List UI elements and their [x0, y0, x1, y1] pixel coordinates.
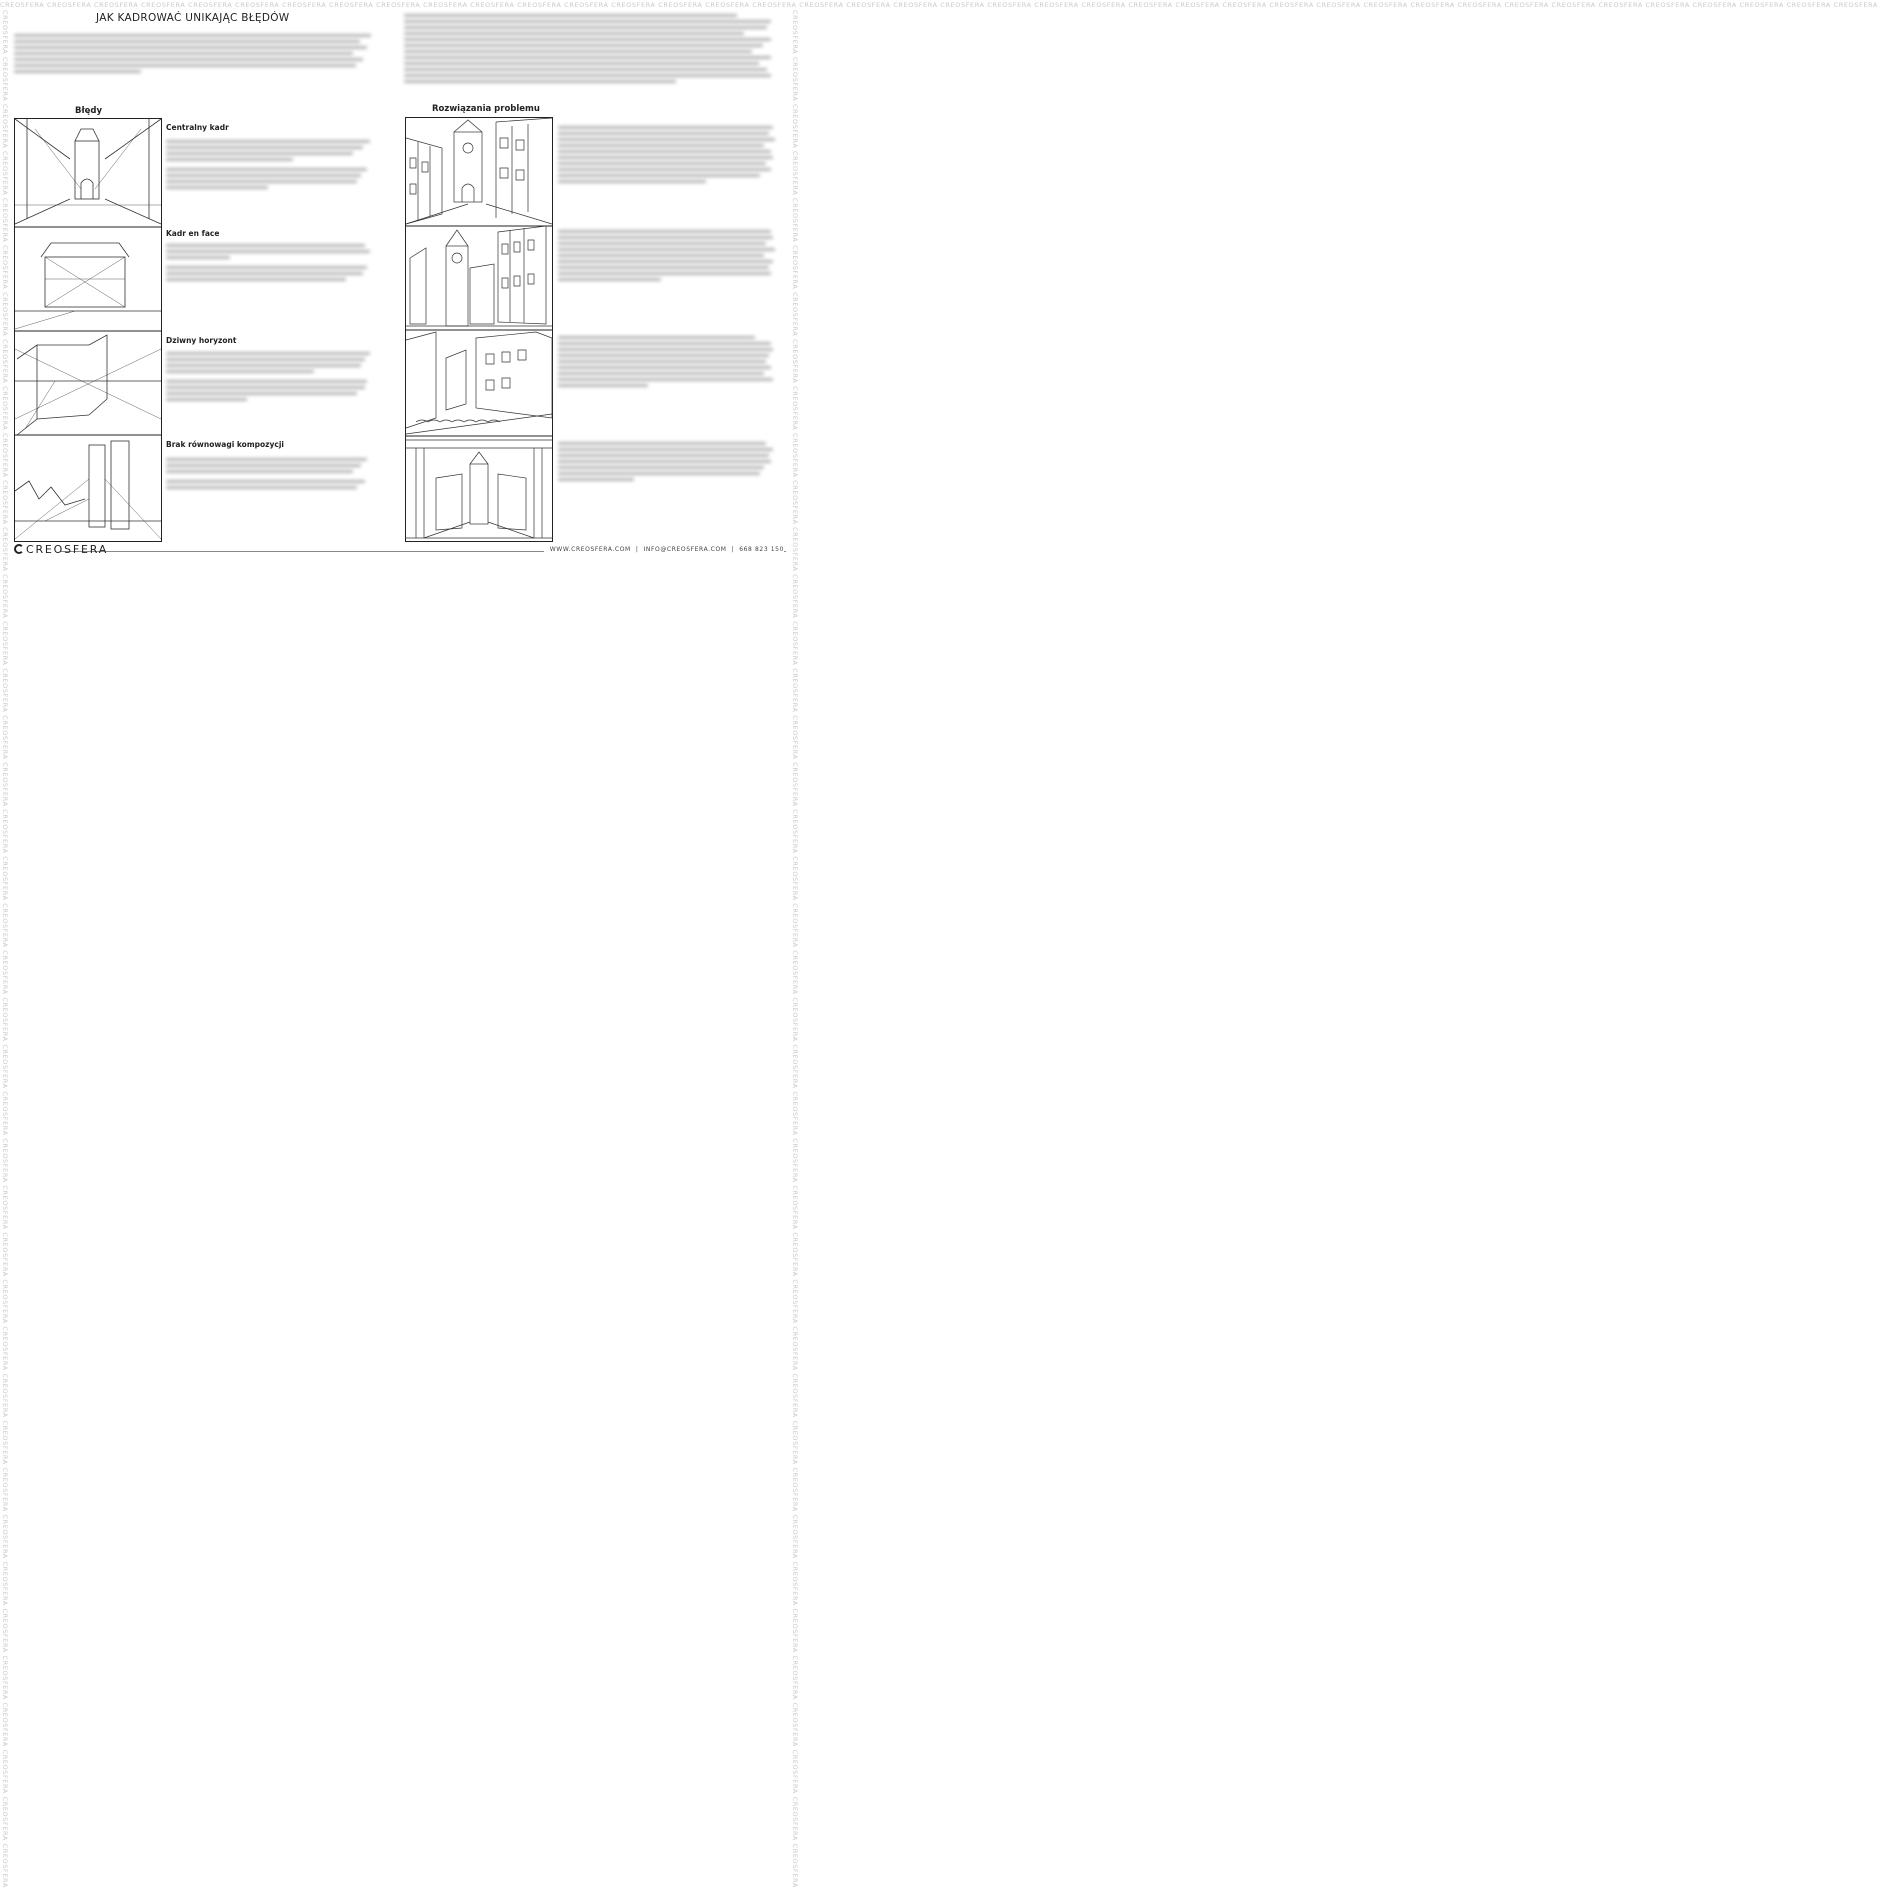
solutions-heading: Rozwiązania problemu	[432, 104, 540, 114]
footer-phone: 668 823 150	[739, 546, 784, 553]
intro-text-right-blurred	[404, 14, 782, 86]
description-unbalanced-composition	[166, 458, 378, 492]
solution-text-4	[558, 442, 782, 484]
watermark-text: CREOSFERA CREOSFERA CREOSFERA CREOSFERA CREOSFERA CREOSFERA CREOSFERA CREOSFERA CREOSFERA CREOSFERA CREOSFERA CREOSFERA CREOSFERA CREOSFERA CREOSFERA CREOSFERA CREOSFERA CREOSFERA CREOSFERA CREOSFERA CREOSFERA CREOSFERA CREOSFERA CREOSFERA CREOSFERA CREOSFERA CREOSFERA CREOSFERA CREOSFERA CREOSFERA CREOSFERA CREOSFERA CREOSFERA CREOSFERA CREOSFERA CREOSFERA CREOSFERA CREOSFERA CREOSFERA CREOSFERA	[0, 1, 1878, 9]
right-watermark-strip: CREOSFERA CREOSFERA CREOSFERA CREOSFERA CREOSFERA CREOSFERA CREOSFERA CREOSFERA CREOSFERA CREOSFERA CREOSFERA CREOSFERA CREOSFERA CREOSFERA CREOSFERA CREOSFERA CREOSFERA CREOSFERA CREOSFERA CREOSFERA CREOSFERA CREOSFERA CREOSFERA CREOSFERA CREOSFERA CREOSFERA CREOSFERA CREOSFERA CREOSFERA CREOSFERA CREOSFERA CREOSFERA CREOSFERA CREOSFERA CREOSFERA CREOSFERA CREOSFERA CREOSFERA CREOSFERA CREOSFERA	[791, 10, 799, 1888]
caption-en-face: Kadr en face	[166, 229, 220, 238]
top-watermark-strip	[0, 0, 1878, 11]
intro-text-blurred	[14, 34, 378, 76]
footer-website[interactable]: WWW.CREOSFERA.COM	[549, 546, 631, 553]
solutions-frame	[405, 117, 553, 542]
logo-mark-icon	[14, 544, 24, 554]
solution-text-2	[558, 230, 782, 284]
description-odd-horizon	[166, 352, 378, 404]
brand-name: CREOSFERA	[26, 543, 109, 556]
footer-email[interactable]: INFO@CREOSFERA.COM	[643, 546, 727, 553]
brand-logo	[14, 543, 108, 556]
errors-heading: Błędy	[75, 106, 103, 116]
left-watermark-strip: CREOSFERA CREOSFERA CREOSFERA CREOSFERA CREOSFERA CREOSFERA CREOSFERA CREOSFERA CREOSFERA CREOSFERA CREOSFERA CREOSFERA CREOSFERA CREOSFERA CREOSFERA CREOSFERA CREOSFERA CREOSFERA CREOSFERA CREOSFERA CREOSFERA CREOSFERA CREOSFERA CREOSFERA CREOSFERA CREOSFERA CREOSFERA CREOSFERA CREOSFERA CREOSFERA CREOSFERA CREOSFERA CREOSFERA CREOSFERA CREOSFERA CREOSFERA CREOSFERA CREOSFERA CREOSFERA CREOSFERA	[1, 10, 9, 1888]
errors-frame	[14, 118, 162, 542]
caption-unbalanced-composition: Brak równowagi kompozycji	[166, 440, 285, 449]
errors-sketches	[15, 119, 161, 541]
solutions-sketches	[406, 118, 552, 541]
page-title: JAK KADROWAĆ UNIKAJĄC BŁĘDÓW	[96, 12, 290, 24]
description-en-face	[166, 244, 378, 284]
description-central-frame	[166, 140, 378, 192]
solution-text-1	[558, 126, 782, 186]
caption-central-frame: Centralny kadr	[166, 123, 229, 132]
caption-odd-horizon: Dziwny horyzont	[166, 336, 237, 345]
solution-text-3	[558, 336, 782, 390]
footer-contact: WWW.CREOSFERA.COM | INFO@CREOSFERA.COM | 668 823 150	[544, 546, 784, 553]
